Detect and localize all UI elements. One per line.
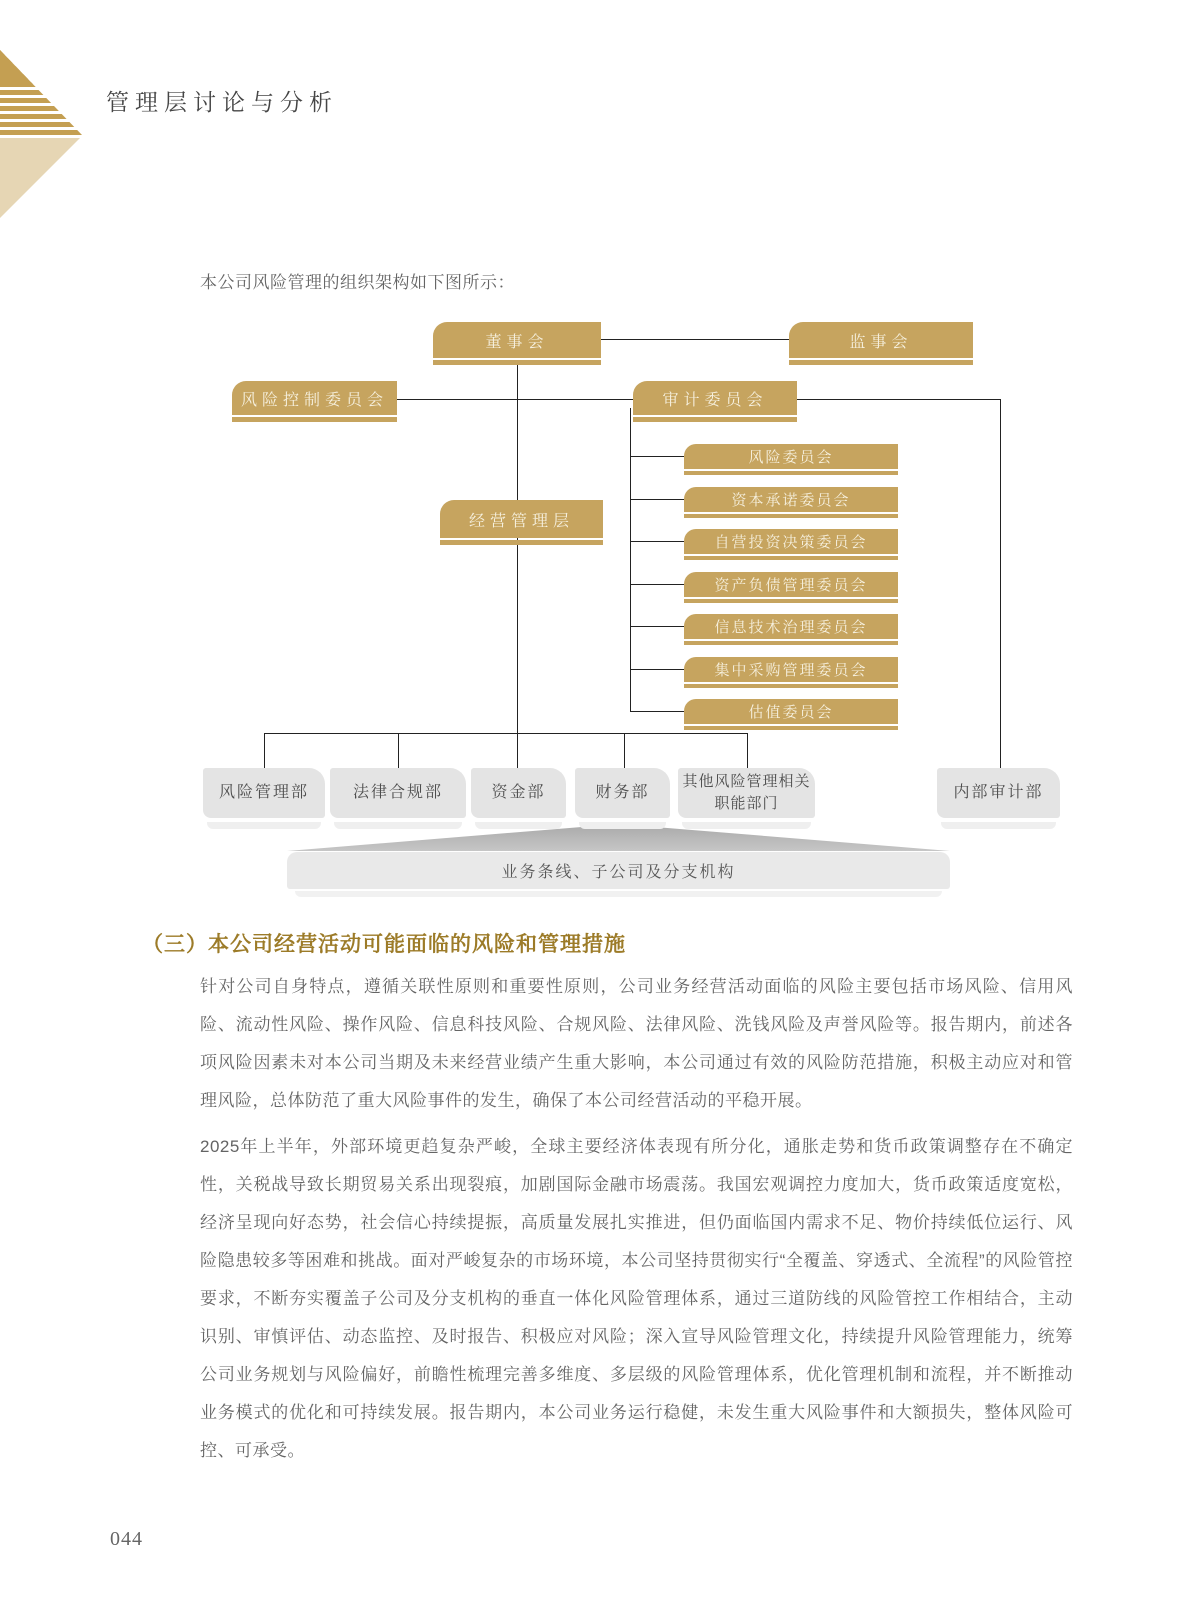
org-node-committee: 风险委员会 (684, 444, 898, 469)
org-node-department: 法律合规部 (330, 768, 466, 818)
connector-line (517, 364, 518, 768)
connector-line (397, 399, 633, 400)
paragraph: 2025年上半年，外部环境更趋复杂严峻，全球主要经济体表现有所分化，通胀走势和货币政策调整存在不确定性，关税战导致长期贸易关系出现裂痕，加剧国际金融市场震荡。我国宏观调控力度加大，货币政策适度宽松，经济呈现向好态势，社会信心持续提振，高质量发展扎实推进，但仍面临国内需求不足、物价持续低位运行、风险隐患较多等困难和挑战。面对严峻复杂的市场环境，本公司坚持贯彻实行“全覆盖、穿透式、全流程”的风险管控要求，不断夯实覆盖子公司及分支机构的垂直一体化风险管理体系，通过三道防线的风险管控工作相结合，主动识别、审慎评估、动态监控、及时报告、积极应对风险；深入宣导风险管理文化，持续提升风险管理能力，统筹公司业务规划与风险偏好，前瞻性梳理完善多维度、多层级的风险管理体系，优化管理机制和流程，并不断推动业务模式的优化和可持续发展。报告期内，本公司业务运行稳健，未发生重大风险事件和大额损失，整体风险可控、可承受。 (200, 1137, 1073, 1460)
org-node-committee: 自营投资决策委员会 (684, 529, 898, 554)
connector-line (264, 733, 265, 768)
org-node-business-lines: 业务条线、子公司及分支机构 (287, 852, 950, 889)
connector-line (1000, 399, 1001, 768)
org-node-department: 其他风险管理相关职能部门 (678, 768, 815, 818)
org-node-management: 经营管理层 (440, 500, 603, 538)
org-node-board: 董事会 (433, 322, 601, 358)
connector-line (624, 733, 625, 768)
org-node-department: 财务部 (575, 768, 670, 818)
connector-line (630, 541, 684, 542)
org-node-department: 风险管理部 (203, 768, 325, 818)
connector-line (630, 626, 684, 627)
connector-line (630, 711, 684, 712)
org-node-department: 内部审计部 (937, 768, 1060, 818)
connector-line (398, 733, 399, 768)
connector-line (630, 669, 684, 670)
corner-triangle-logo-shadow-icon (0, 138, 80, 218)
org-node-committee: 集中采购管理委员会 (684, 657, 898, 682)
connector-line (630, 499, 684, 500)
connector-line (601, 339, 789, 340)
section-heading: （三）本公司经营活动可能面临的风险和管理措施 (142, 933, 626, 956)
org-node-committee: 估值委员会 (684, 699, 898, 724)
org-node-audit-committee: 审计委员会 (633, 381, 797, 415)
connector-line (630, 408, 631, 712)
corner-triangle-logo-icon (0, 50, 82, 135)
connector-line (264, 733, 748, 734)
connector-line (630, 584, 684, 585)
connector-line (747, 733, 748, 768)
connector-line (630, 456, 684, 457)
org-node-risk-control-committee: 风险控制委员会 (232, 381, 397, 415)
paragraph: 针对公司自身特点，遵循关联性原则和重要性原则，公司业务经营活动面临的风险主要包括市场风险、信用风险、流动性风险、操作风险、信息科技风险、合规风险、法律风险、洗钱风险及声誉风险等。报告期内，前述各项风险因素未对本公司当期及未来经营业绩产生重大影响，本公司通过有效的风险防范措施，积极主动应对和管理风险，总体防范了重大风险事件的发生，确保了本公司经营活动的平稳开展。 (200, 977, 1073, 1110)
org-node-department: 资金部 (471, 768, 566, 818)
chart-intro-text: 本公司风险管理的组织架构如下图所示： (200, 273, 515, 292)
connector-line (797, 399, 1001, 400)
org-node-committee: 资产负债管理委员会 (684, 572, 898, 597)
org-node-committee: 资本承诺委员会 (684, 487, 898, 512)
org-node-committee: 信息技术治理委员会 (684, 614, 898, 639)
page-number: 044 (110, 1528, 143, 1550)
chapter-header-title: 管理层讨论与分析 (106, 90, 338, 115)
org-node-supervisory-board: 监事会 (789, 322, 973, 358)
